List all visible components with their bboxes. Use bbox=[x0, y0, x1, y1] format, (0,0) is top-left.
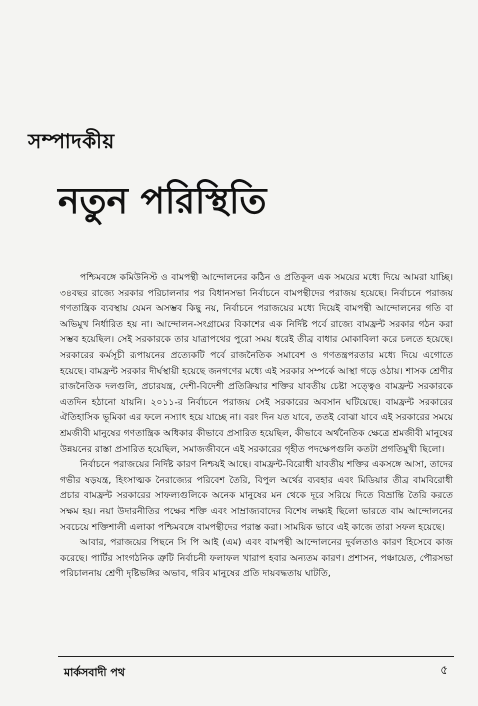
journal-name: মার্কসবাদী পথ bbox=[64, 666, 125, 679]
paragraph-1: পশ্চিমবঙ্গে কমিউনিস্ট ও বামপন্থী আন্দোলনের কঠিন ও প্রতিকূল এক সময়ের মধ্যে দিয়ে আমরা যাচ্ছি। ৩৪বছর রাজ্যে সরকার পরিচালনার পর বিধানসভা নির্বাচনে বামপন্থীদের পরাজয় হয়েছে। নির্বাচনে পরাজয় গণতান্ত্রিক ব্যবস্থায় যেমন অসম্ভব কিছু নয়, নির্বাচনে পরাজয়ের মধ্যে দিয়েই বামপন্থী আন্দোলনের গতি বা অভিমুখ নির্ধারিত হয় না। আন্দোলন-সংগ্রামের বিকাশের এক নির্দিষ্ট পর্বে রাজ্যে বামফ্রন্ট সরকার গঠন করা সম্ভব হয়েছিল। সেই সরকারকে তার যাত্রাপথের পুরো সময় ধরেই তীব্র বাধার মোকাবিলা করে চলতে হয়েছে। সরকারের কর্মসূচী রূপায়নের প্রত্যেকটি পর্বে রাজনৈতিক সমাবেশ ও গণতন্ত্রপরতার মধ্যে দিয়ে এগোতে হয়েছে। বামফ্রন্ট সরকার দীর্ঘস্থায়ী হয়েছে জনগণের মধ্যে এই সরকার সম্পর্কে আস্থা গড়ে ওঠায়। শাসক শ্রেণীর রাজনৈতিক দলগুলি, প্রচারযন্ত্র, দেশী-বিদেশী প্রতিক্রিয়ার শক্তির যাবতীয় চেষ্টা সত্ত্বেও বামফ্রন্ট সরকারকে এতদিন হঠানো যায়নি। ২০১১-র নির্বাচনে পরাজয় সেই সরকারের অবসান ঘটিয়েছে। বামফ্রন্ট সরকারের ঐতিহাসিক ভূমিকা এর ফলে নস্যাৎ হয়ে যাচ্ছে না। বরং দিন যত যাবে, ততই বোঝা যাবে এই সরকারের সময়ে শ্রমজীবী মানুষের গণতান্ত্রিক অধিকার কীভাবে প্রসারিত হয়েছিল, কীভাবে অর্থনৈতিক ক্ষেত্রে শ্রমজীবী মানুষের উন্নয়নের রাস্তা প্রসারিত হয়েছিল, সমাজজীবনে এই সরকারের গৃহীত পদক্ষেপগুলি কতটা প্রগতিমুখী ছিলো। bbox=[60, 272, 453, 455]
paragraph-3: আবার, পরাজয়ের পিছনে সি পি আই (এম) এবং বামপন্থী আন্দোলনের দুর্বলতাও কারণ হিসেবে কাজ করেছে। পার্টির সাংগঠনিক ত্রুটি নির্বাচনী ফলাফল খারাপ হবার অন্যতম কারণ। প্রশাসন, পঞ্চায়েত, পৌরসভা পরিচালনায় শ্রেণী দৃষ্টিভঙ্গির অভাব, গরিব মানুষের প্রতি দায়বদ্ধতায় ঘাটতি, bbox=[60, 537, 453, 580]
paragraph-2: নির্বাচনে পরাজয়ের নির্দিষ্ট কারণ নিশ্চয়ই আছে। বামফ্রন্ট-বিরোধী যাবতীয় শক্তির একসঙ্গে আসা, তাদের গভীর ষড়যন্ত্র, হিংসাত্মক নৈরাজ্যের পরিবেশ তৈরি, বিপুল অর্থের ব্যবহার এবং মিডিয়ার তীব্র বামবিরোধী প্রচার বামফ্রন্ট সরকারের সাফল্যগুলিকে অনেক মানুষের মন থেকে দূরে সরিয়ে দিতে বিভ্রান্তি তৈরি করতে সক্ষম হয়। নয়া উদারনীতির পক্ষের শক্তি এবং সাম্রাজ্যবাদের বিশেষ লক্ষ্যই ছিলো ভারতে বাম আন্দোলনের সবচেয়ে শক্তিশালী এলাকা পশ্চিমবঙ্গে বামপন্থীদের পরাস্ত করা। সাময়িক ভাবে এই কাজে তারা সফল হয়েছে। bbox=[60, 459, 453, 533]
section-label: সম্পাদকীয় bbox=[28, 129, 115, 153]
article-body bbox=[60, 270, 453, 582]
footer-rule bbox=[58, 656, 454, 657]
page-number: ৫ bbox=[440, 663, 448, 677]
article-title: নতুন পরিস্থিতি bbox=[58, 181, 267, 222]
